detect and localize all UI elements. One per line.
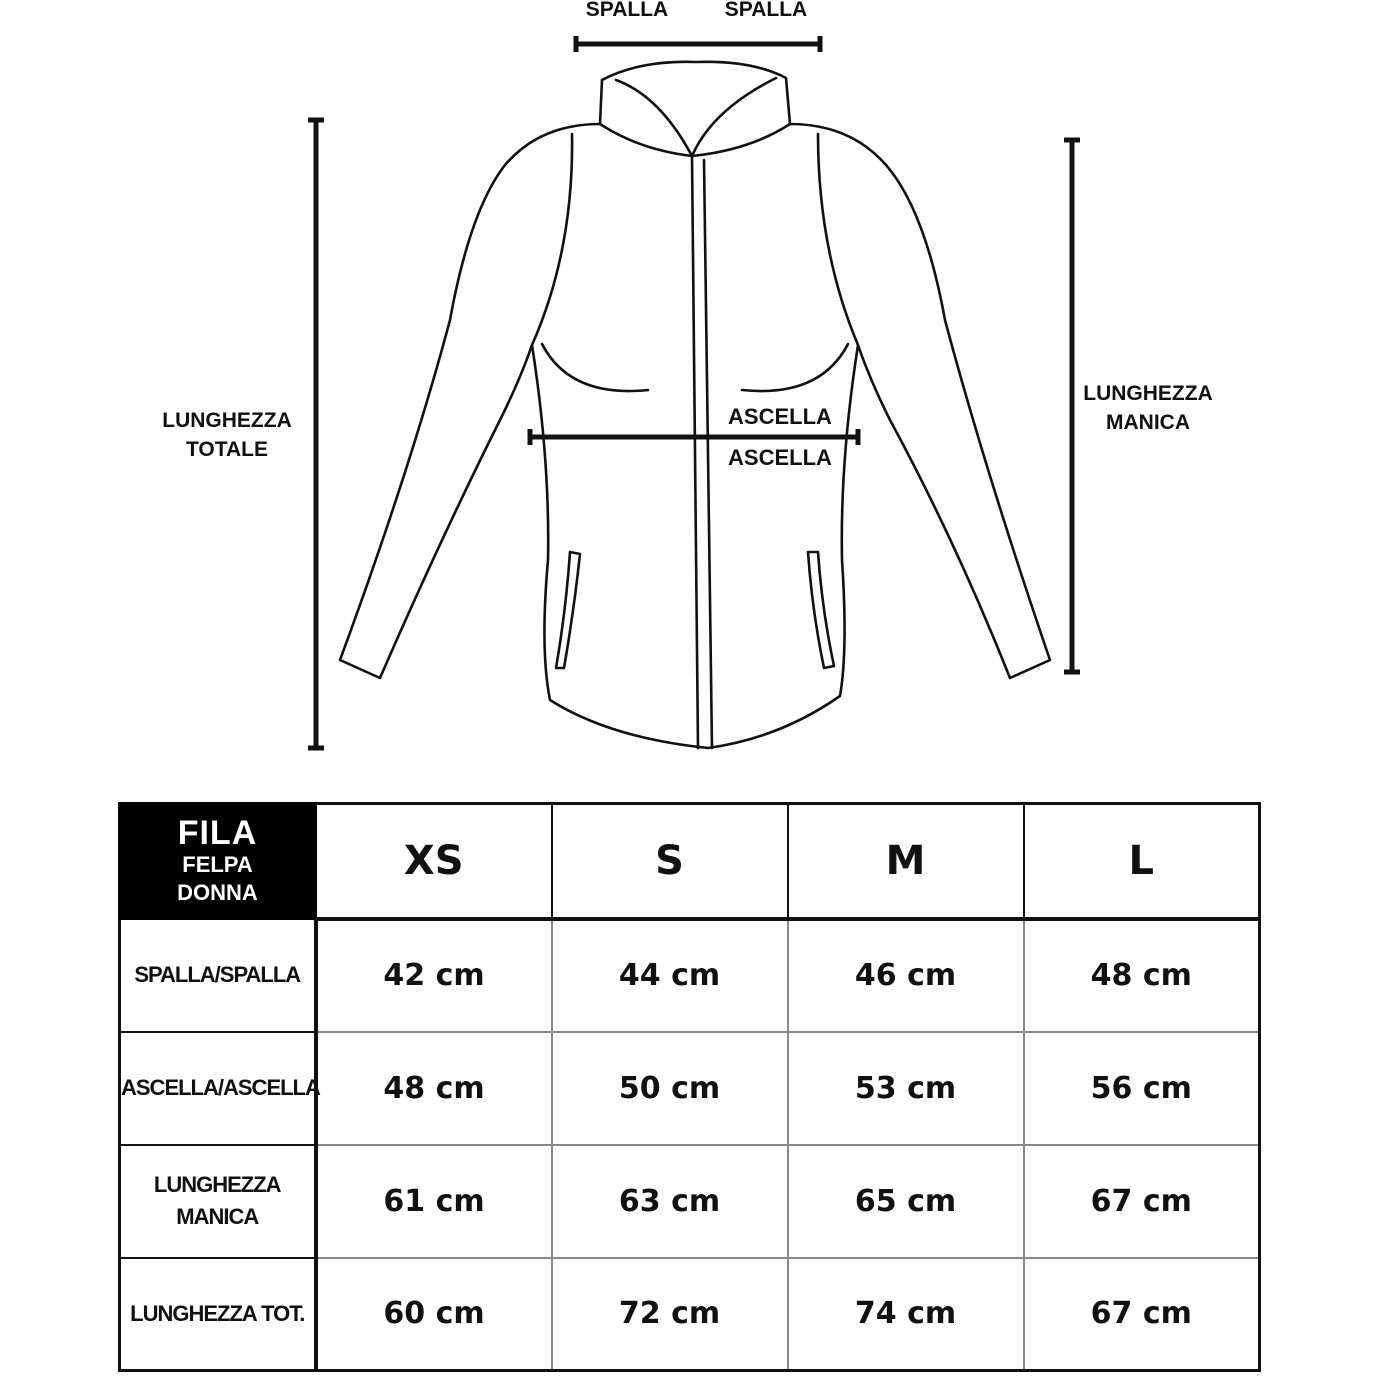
row-label-ascella: ASCELLA/ASCELLA bbox=[120, 1032, 316, 1145]
table-row bbox=[120, 1145, 1260, 1258]
row-label-lunghezza-tot: LUNGHEZZA TOT. bbox=[120, 1258, 316, 1371]
brand-name: FILA bbox=[177, 814, 258, 852]
size-chart-table bbox=[118, 802, 1261, 1372]
table-row bbox=[120, 1032, 1260, 1145]
table-cell: 42 cm bbox=[316, 919, 552, 1032]
row-label-lunghezza-manica bbox=[120, 1145, 316, 1258]
sleeve-length-measure-line bbox=[1064, 140, 1080, 672]
table-cell: 48 cm bbox=[316, 1032, 552, 1145]
jacket-outline bbox=[340, 62, 1050, 748]
lunghezza-manica-label-1: LUNGHEZZA bbox=[1083, 382, 1213, 405]
table-cell: 50 cm bbox=[552, 1032, 788, 1145]
table-cell: 46 cm bbox=[788, 919, 1024, 1032]
table-cell: 67 cm bbox=[1024, 1145, 1260, 1258]
row-label-line-1: LUNGHEZZA bbox=[153, 1172, 281, 1197]
size-header-xs: XS bbox=[316, 804, 552, 919]
product-line-1: FELPA bbox=[182, 852, 253, 877]
table-cell: 63 cm bbox=[552, 1145, 788, 1258]
ascella-label-top: ASCELLA bbox=[728, 404, 832, 429]
lunghezza-manica-label-2: MANICA bbox=[1106, 411, 1190, 434]
spalla-label-left: SPALLA bbox=[585, 0, 669, 21]
table-cell: 44 cm bbox=[552, 919, 788, 1032]
size-header-l: L bbox=[1024, 804, 1260, 919]
table-cell: 60 cm bbox=[316, 1258, 552, 1371]
size-header-s: S bbox=[552, 804, 788, 919]
lunghezza-totale-label-1: LUNGHEZZA bbox=[162, 409, 292, 432]
row-label-spalla: SPALLA/SPALLA bbox=[120, 919, 316, 1032]
shoulder-measure-line bbox=[576, 36, 820, 52]
table-cell: 53 cm bbox=[788, 1032, 1024, 1145]
brand-cell bbox=[120, 804, 316, 919]
size-header-row bbox=[120, 804, 1260, 919]
lunghezza-totale-label-2: TOTALE bbox=[185, 438, 269, 461]
ascella-label-bottom: ASCELLA bbox=[728, 445, 832, 470]
table-cell: 61 cm bbox=[316, 1145, 552, 1258]
table-row bbox=[120, 1258, 1260, 1371]
table-cell: 74 cm bbox=[788, 1258, 1024, 1371]
table-cell: 48 cm bbox=[1024, 919, 1260, 1032]
table-cell: 65 cm bbox=[788, 1145, 1024, 1258]
table-row bbox=[120, 919, 1260, 1032]
table-cell: 56 cm bbox=[1024, 1032, 1260, 1145]
spalla-label-right: SPALLA bbox=[724, 0, 808, 21]
size-header-m: M bbox=[788, 804, 1024, 919]
total-length-measure-line bbox=[308, 120, 324, 748]
table-cell: 67 cm bbox=[1024, 1258, 1260, 1371]
table-cell: 72 cm bbox=[552, 1258, 788, 1371]
product-line-2: DONNA bbox=[177, 880, 258, 905]
row-label-line-2: MANICA bbox=[176, 1204, 259, 1229]
